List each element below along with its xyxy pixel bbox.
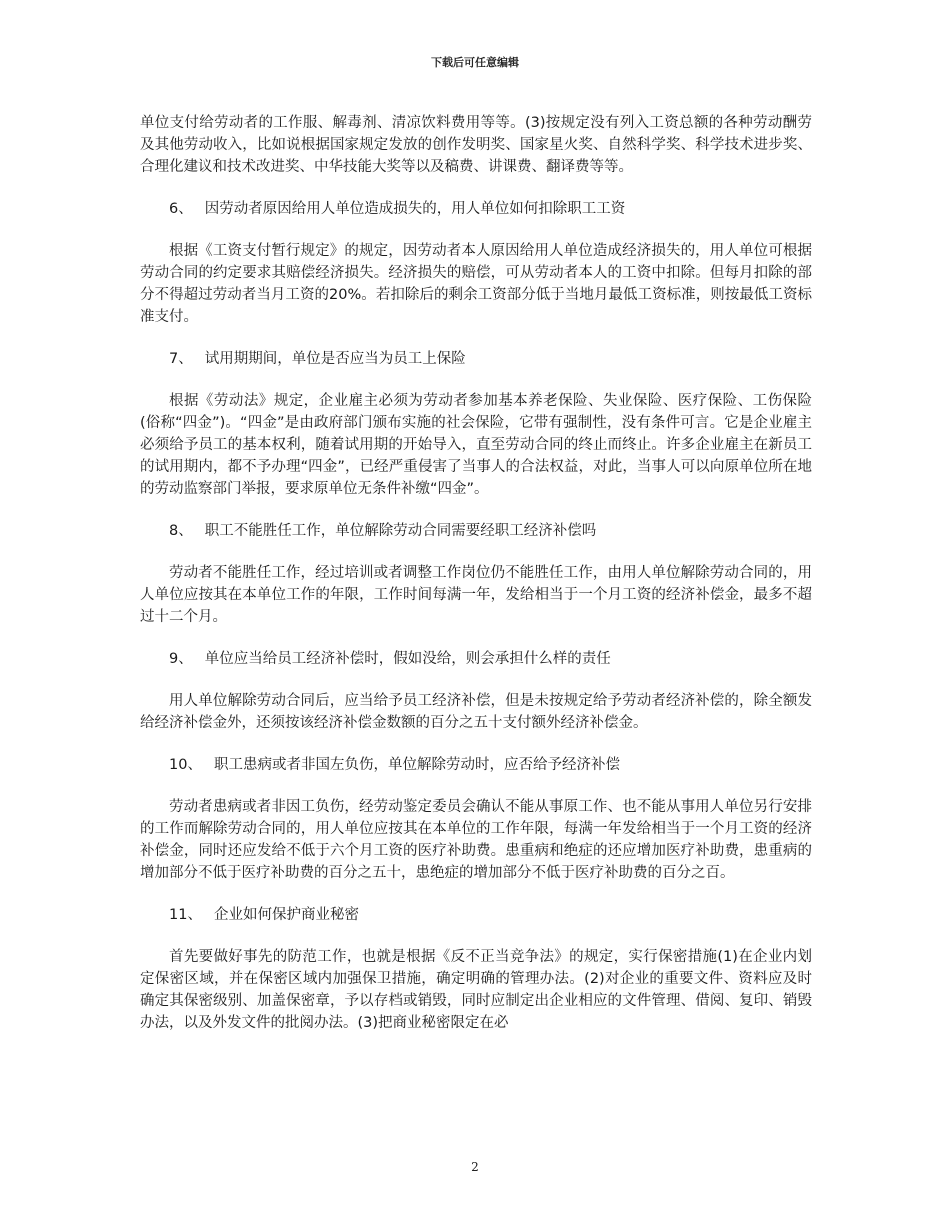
paragraph: 劳动者患病或者非因工负伤，经劳动鉴定委员会确认不能从事原工作、也不能从事用人单位另行安排的工作而解除劳动合同的，用人单位应按其在本单位的工作年限，每满一年发给相当于一个月工资的经济补偿金，同时还应发给不低于六个月工资的医疗补助费。患重病和绝症的还应增加医疗补助费，患重病的增加部分不低于医疗补助费的百分之五十，患绝症的增加部分不低于医疗补助费的百分之百。	[140, 799, 812, 881]
section-number: 8、	[169, 523, 193, 539]
paragraph-continuation: 单位支付给劳动者的工作服、解毒剂、清凉饮料费用等等。(3)按规定没有列入工资总额的各种劳动酬劳及其他劳动收入，比如说根据国家规定发放的创作发明奖、国家星火奖、自然科学奖、科学技术进步奖、合理化建议和技术改进奖、中华技能大奖等以及稿费、讲课费、翻译费等等。	[140, 115, 812, 175]
document-body	[140, 112, 812, 1054]
section-heading-8	[140, 520, 812, 542]
page-number: 2	[471, 1160, 479, 1174]
page-header: 下载后可任意编辑	[431, 56, 519, 69]
section-heading-6	[140, 198, 812, 220]
section-number: 11、	[169, 907, 202, 923]
section-heading-11	[140, 904, 812, 926]
paragraph: 首先要做好事先的防范工作，也就是根据《反不正当竞争法》的规定，实行保密措施(1)在企业内划定保密区域，并在保密区域内加强保卫措施，确定明确的管理办法。(2)对企业的重要文件、资料应及时确定其保密级别、加盖保密章，予以存档或销毁，同时应制定出企业相应的文件管理、借阅、复印、销毁办法，以及外发文件的批阅办法。(3)把商业秘密限定在必	[140, 949, 812, 1031]
paragraph: 根据《工资支付暂行规定》的规定，因劳动者本人原因给用人单位造成经济损失的，用人单位可根据劳动合同的约定要求其赔偿经济损失。经济损失的赔偿，可从劳动者本人的工资中扣除。但每月扣除的部分不得超过劳动者当月工资的20%。若扣除后的剩余工资部分低于当地月最低工资标准，则按最低工资标准支付。	[140, 243, 812, 325]
section-number: 6、	[169, 201, 193, 217]
section-heading-7	[140, 348, 812, 370]
paragraph: 用人单位解除劳动合同后，应当给予员工经济补偿，但是未按规定给予劳动者经济补偿的，除全额发给经济补偿金外，还须按该经济补偿金数额的百分之五十支付额外经济补偿金。	[140, 693, 812, 731]
section-number: 10、	[169, 757, 202, 773]
section-heading-9	[140, 648, 812, 670]
section-number: 9、	[169, 651, 193, 667]
paragraph: 根据《劳动法》规定，企业雇主必须为劳动者参加基本养老保险、失业保险、医疗保险、工伤保险(俗称“四金”)。“四金”是由政府部门颁布实施的社会保险，它带有强制性，没有条件可言。它是企业雇主必须给予员工的基本权利，随着试用期的开始导入，直至劳动合同的终止而终止。许多企业雇主在新员工的试用期内，都不予办理“四金”，已经严重侵害了当事人的合法权益，对此，当事人可以向原单位所在地的劳动监察部门举报，要求原单位无条件补缴“四金”。	[140, 393, 812, 497]
section-title: 单位应当给员工经济补偿时，假如没给，则会承担什么样的责任	[204, 651, 611, 667]
paragraph: 劳动者不能胜任工作，经过培训或者调整工作岗位仍不能胜任工作，由用人单位解除劳动合同的，用人单位应按其在本单位工作的年限，工作时间每满一年，发给相当于一个月工资的经济补偿金，最多不超过十二个月。	[140, 565, 812, 625]
section-number: 7、	[169, 351, 193, 367]
section-title: 职工患病或者非国左负伤，单位解除劳动时，应否给予经济补偿	[213, 757, 620, 773]
section-title: 试用期期间，单位是否应当为员工上保险	[204, 351, 466, 367]
section-heading-10	[140, 754, 812, 776]
section-title: 企业如何保护商业秘密	[213, 907, 359, 923]
section-title: 职工不能胜任工作，单位解除劳动合同需要经职工经济补偿吗	[204, 523, 597, 539]
section-title: 因劳动者原因给用人单位造成损失的，用人单位如何扣除职工工资	[204, 201, 626, 217]
